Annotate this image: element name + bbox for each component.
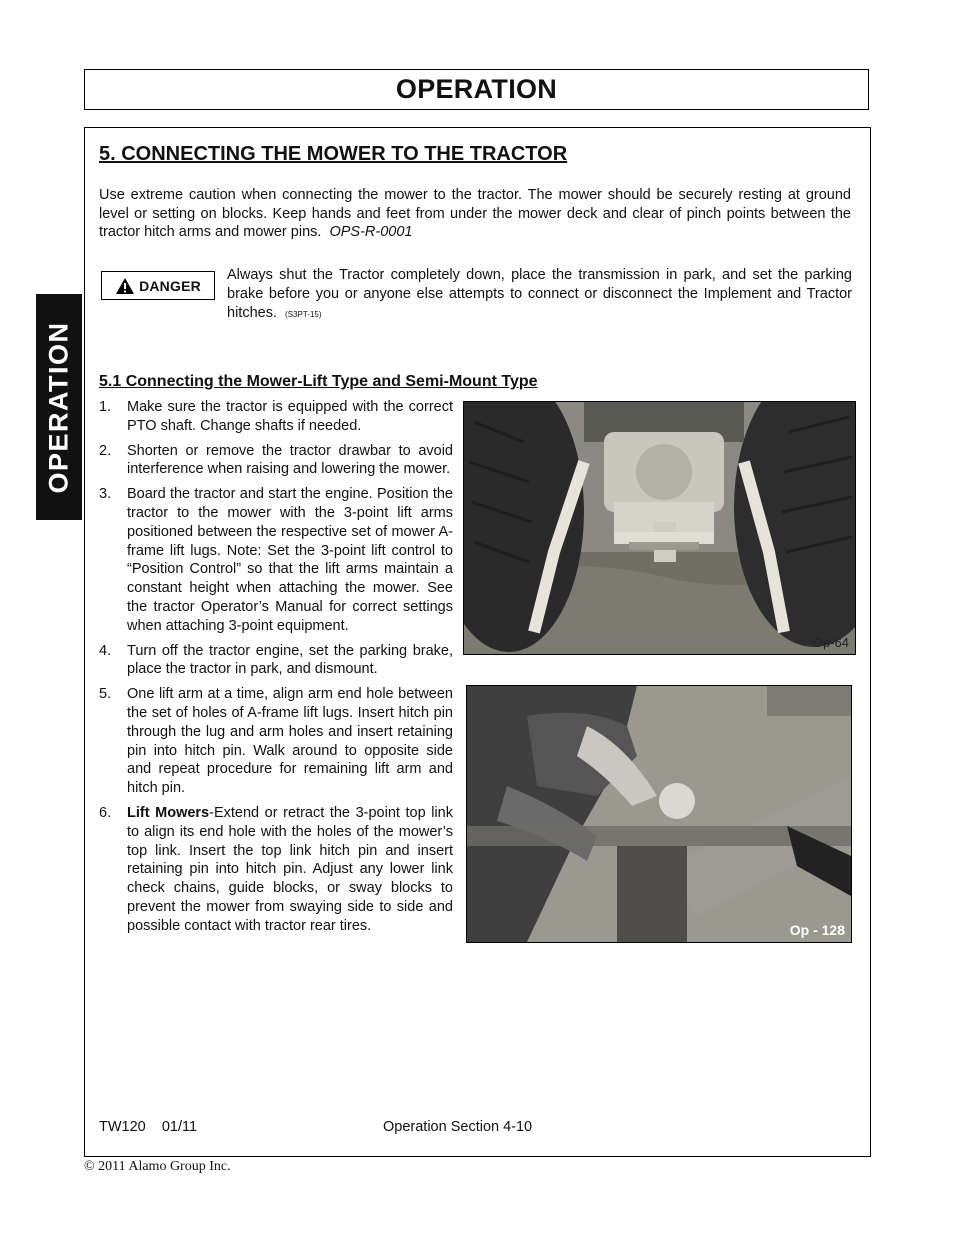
- danger-label: DANGER: [139, 277, 201, 294]
- steps-list: [99, 398, 453, 942]
- photo-tractor-rear: [463, 401, 856, 655]
- step-number: 1.: [99, 399, 112, 415]
- step-number: 5.: [99, 686, 112, 703]
- danger-paragraph: [227, 266, 852, 324]
- section-title: 5. CONNECTING THE MOWER TO THE TRACTOR: [99, 143, 568, 165]
- danger-code: (S3PT-15): [285, 310, 322, 319]
- step-text: Make sure the tractor is equipped with the correct PTO shaft. Change shafts if needed.: [127, 399, 453, 434]
- side-tab-label: OPERATION: [43, 320, 74, 494]
- warning-triangle-icon: [115, 277, 135, 295]
- list-item: [99, 642, 453, 680]
- step-number: 6.: [99, 804, 112, 821]
- step-text: One lift arm at a time, align arm end hole between the set of holes of A-frame lift lugs. Insert hitch pin through the lug and arm holes and insert retaining pin into hitch pin. Walk around to opposite side and repeat procedure for remaining lift arm and hitch pin.: [127, 686, 453, 797]
- step-number: 2.: [99, 442, 112, 459]
- list-item: [99, 442, 453, 480]
- list-item: [99, 485, 453, 635]
- copyright: © 2011 Alamo Group Inc.: [84, 1159, 231, 1174]
- intro-paragraph: [99, 186, 851, 242]
- step-text: -Extend or retract the 3-point top link to align its end hole with the holes of the mower’s top link. Insert the top link hitch pin and insert retaining pin into hitch pin. Adjust any lower link check chains, guide blocks, or sway blocks to prevent the mower from swaying side to side and possible contact with tractor rear tires.: [127, 804, 453, 934]
- hitch-pin-image: [467, 686, 851, 942]
- list-item: [99, 398, 453, 436]
- danger-text: Always shut the Tractor completely down, place the transmission in park, and set the parking brake before you or anyone else attempts to connect or disconnect the Implement and Tractor hitches.: [227, 267, 852, 321]
- intro-text: Use extreme caution when connecting the mower to the tractor. The mower should be securely resting at ground level or setting on blocks. Keep hands and feet from under the mower deck and clear of pinch points between the tractor hitch arms and mower pins.: [99, 187, 851, 240]
- danger-badge: [101, 271, 215, 300]
- subsection-title: 5.1 Connecting the Mower-Lift Type and Semi-Mount Type: [99, 373, 538, 390]
- step-number: 4.: [99, 642, 112, 659]
- page-title: OPERATION: [395, 74, 558, 104]
- step-text: Shorten or remove the tractor drawbar to avoid interference when raising and lowering the mower.: [127, 442, 453, 478]
- footer-model-date: TW120 01/11: [99, 1119, 198, 1135]
- list-item: [99, 804, 453, 936]
- step-text: Turn off the tractor engine, set the parking brake, place the tractor in park, and dismount.: [127, 642, 453, 678]
- intro-code: OPS-R-0001: [329, 224, 413, 240]
- step-text: Board the tractor and start the engine. Position the tractor to the mower with the 3-point lift arms positioned between the respective set of mower A-frame lift lugs. Note: Set the 3-point lift control to “Position Control” so that the lift arms maintain a constant height when attaching the mower. See the tractor Operator’s Manual for correct settings when attaching 3-point equipment.: [127, 486, 453, 634]
- list-item: [99, 685, 453, 798]
- photo-label: Op-64: [812, 635, 849, 650]
- footer-page-number: Operation Section 4-10: [383, 1119, 533, 1135]
- photo-hitch-pin: [466, 685, 852, 943]
- photo-label: Op - 128: [789, 922, 845, 938]
- side-tab: [36, 294, 82, 520]
- step-number: 3.: [99, 486, 112, 503]
- page-header: [84, 69, 869, 110]
- tractor-hitch-image: [464, 402, 855, 654]
- step-bold-lead: Lift Mowers: [127, 804, 210, 821]
